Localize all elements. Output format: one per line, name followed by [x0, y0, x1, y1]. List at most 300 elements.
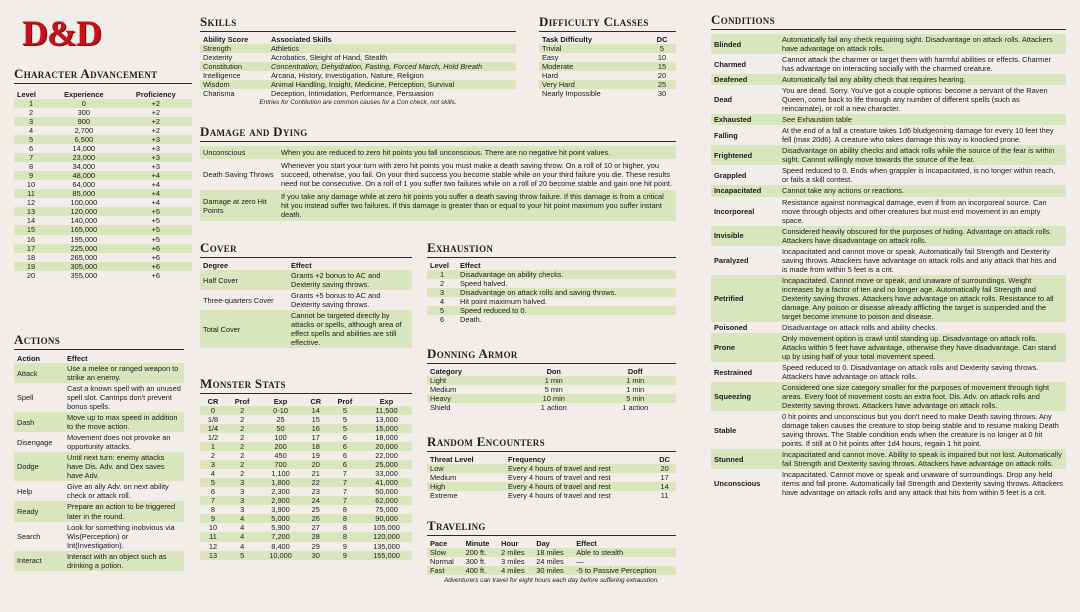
action-row [14, 452, 184, 481]
exhaustion-row [427, 279, 676, 288]
col-header: Effect [576, 539, 597, 548]
exhaustion-effect: Disadvantage on ability checks. [457, 270, 676, 279]
action-name: Interact [14, 551, 64, 571]
monster-table [200, 397, 412, 560]
monster-row [200, 415, 412, 424]
damage-description: Whenever you start your turn with zero hit points you must make a death saving throw. On a roll of 10 or higher, you succeed, otherwise, you fail. On your third success you become stable while on your third failure you die. These results need not be consecutive. On a roll of 1 you suffer two failures while on a roll of 20 become stable and gain one hit point. [281, 161, 672, 189]
travel-row [427, 557, 676, 566]
proficiency-cell: +2 [151, 108, 161, 118]
conditions-section [711, 12, 1066, 498]
prof-cell: 8 [329, 532, 361, 541]
condition-row [711, 333, 1066, 362]
col-header: Level [17, 90, 36, 99]
exhaustion-level: 1 [427, 270, 457, 279]
advancement-row [14, 108, 192, 117]
condition-row [711, 226, 1066, 246]
ability-score: Wisdom [200, 80, 268, 89]
condition-row [711, 74, 1066, 85]
exhaustion-table [427, 261, 676, 324]
condition-effect: 0 hit points and unconscious but you don't need to make Death saving throws. Any damage taken causes the creature to stop being stable and to resume making Death saving throws. The Stable condition ends when the creature is no longer at 0 hit points. If still at 0 hit points after 1d4 hours, regain 1 hit point. [782, 412, 1059, 449]
action-name: Help [17, 486, 33, 496]
pace-effect: Able to stealth [573, 548, 676, 557]
damage-section [200, 124, 676, 221]
task-difficulty: Easy [542, 53, 559, 63]
proficiency-cell: +2 [120, 99, 192, 108]
action-name: Dash [14, 412, 64, 432]
exhaustion-row [427, 315, 676, 324]
col-header: Experience [64, 90, 104, 99]
exp-cell: 8,400 [271, 541, 290, 551]
action-effect: Use a melee or ranged weapon to strike an enemy. [64, 363, 184, 383]
per-day: 18 miles [533, 548, 573, 557]
advancement-row [14, 153, 192, 162]
cr-cell: 8 [210, 505, 216, 515]
condition-name: Exhausted [711, 114, 779, 125]
per-minute: 300 ft. [465, 557, 487, 567]
task-difficulty: Nearly Impossible [542, 89, 601, 99]
prof-cell: 7 [329, 478, 361, 487]
cr-cell: 22 [303, 478, 329, 487]
cr-cell: 16 [303, 424, 329, 433]
exhaustion-level: 6 [439, 315, 445, 325]
skill-row [200, 80, 516, 89]
action-row [14, 432, 184, 452]
action-effect: Movement does not provoke an opportunity attacks. [67, 433, 171, 452]
prof-cell: 8 [329, 514, 361, 523]
exp-cell: 41,000 [361, 478, 412, 487]
col-header: Degree [203, 261, 229, 270]
armor-category: Shield [430, 403, 451, 413]
condition-effect: Speed reduced to 0. Ends when grappler is incapacitated, is no longer within reach, or fails a skill contest. [782, 166, 1056, 185]
condition-effect: Automatically fail any ability check that requires hearing. [779, 74, 1066, 85]
task-difficulty: Very Hard [539, 80, 648, 89]
cr-cell: 1/4 [200, 424, 226, 433]
col-header: Doff [627, 367, 643, 376]
level-cell: 17 [14, 244, 48, 253]
level-cell: 2 [28, 108, 34, 118]
cover-effect: Grants +5 bonus to AC and Dexterity saving throws. [291, 291, 381, 310]
col-header: Pace [430, 539, 448, 548]
col-header: Category [430, 367, 463, 376]
associated-skills: Deception, Intimidation, Performance, Persuasion [271, 89, 434, 99]
exp-cell: 90,000 [361, 514, 412, 523]
prof-cell: 5 [329, 406, 361, 415]
advancement-row [14, 244, 192, 253]
frequency: Every 4 hours of travel and rest [508, 491, 611, 501]
monster-row [200, 496, 412, 505]
monster-row [200, 523, 412, 532]
experience-cell: 2,700 [74, 126, 94, 136]
conditions-table [711, 34, 1066, 498]
prof-cell: 2 [226, 424, 258, 433]
pace-effect: -5 to Passive Perception [573, 566, 676, 575]
condition-name: Deafened [711, 74, 779, 85]
prof-cell: 9 [329, 551, 361, 560]
experience-cell: 34,000 [72, 162, 96, 172]
col-header: CR [310, 397, 322, 406]
threat-level: Low [427, 464, 505, 473]
experience-cell: 300 [77, 108, 90, 118]
associated-skills: Concentration, Dehydration, Fasting, Forced March, Hold Breath [268, 62, 516, 71]
dc-row [539, 89, 676, 98]
cr-cell: 4 [210, 469, 216, 479]
per-minute: 200 ft. [463, 548, 499, 557]
exp-cell: 15,000 [361, 424, 412, 433]
per-hour: 2 miles [498, 548, 533, 557]
col-header: Task Difficulty [542, 35, 592, 44]
monster-row [200, 460, 412, 469]
prof-cell: 3 [226, 496, 258, 505]
level-cell: 13 [14, 207, 48, 216]
level-cell: 12 [26, 198, 36, 208]
experience-cell: 265,000 [70, 252, 98, 262]
armor-title: Donning Armor [427, 346, 676, 364]
exhaustion-effect: Speed reduced to 0. [457, 306, 676, 315]
cr-cell: 26 [303, 514, 329, 523]
condition-effect: Incapacitated. Cannot move or speak and unaware of surroundings. Drop any held items and fall prone. Automatically fail Strength and Dexterity saving throws. Attackers have advantage on attack rolls and any attack that hits from within 5 feet is a crit. [782, 470, 1063, 498]
per-hour: 4 miles [498, 566, 533, 575]
experience-cell: 14,000 [72, 144, 96, 154]
action-name: Disengage [17, 437, 53, 447]
advancement-row [14, 135, 192, 144]
condition-row [711, 411, 1066, 449]
encounters-table [427, 455, 676, 500]
col-header: DC [659, 455, 670, 464]
encounter-row [427, 482, 676, 491]
prof-cell: 3 [226, 478, 258, 487]
armor-don: 10 min [513, 394, 595, 403]
advancement-row [14, 216, 192, 225]
prof-cell: 2 [226, 442, 258, 451]
cr-cell: 19 [311, 451, 320, 461]
threat-level: High [427, 482, 505, 491]
condition-name: Frightened [711, 145, 779, 165]
encounter-dc: 17 [660, 473, 669, 483]
monster-row [200, 424, 412, 433]
level-cell: 8 [28, 162, 34, 172]
condition-row [711, 125, 1066, 145]
experience-cell: 140,000 [70, 216, 98, 226]
action-name: Dodge [14, 452, 64, 481]
level-cell: 4 [28, 126, 34, 136]
condition-effect: Incapacitated and cannot move or speak. Automatically fail Strength and Dexterity saving throws. Attackers have advantage on attack rolls and any attack that hits and is made from within 5 feet is a crit. [782, 246, 1057, 274]
per-day: 24 miles [536, 557, 564, 567]
condition-effect: Disadvantage on ability checks and attack rolls while the source of the fear is within sight. Cannot willingly move towards the source of the fear. [779, 145, 1066, 165]
pace: Normal [430, 557, 454, 567]
associated-skills: Athletics [268, 44, 516, 53]
prof-cell: 7 [342, 487, 347, 497]
exp-cell: 105,000 [373, 523, 400, 533]
proficiency-cell: +4 [120, 189, 192, 198]
associated-skills: Acrobatics, Sleight of Hand, Stealth [271, 53, 388, 63]
advancement-title: Character Advancement [14, 66, 192, 84]
travel-row [427, 566, 676, 575]
cr-cell: 23 [311, 487, 320, 497]
action-name: Attack [14, 363, 64, 383]
armor-category: Light [427, 376, 513, 385]
condition-name: Paralyzed [714, 255, 749, 265]
condition-name: Falling [714, 130, 738, 140]
advancement-row [14, 126, 192, 135]
exhaustion-effect: Disadvantage on attack rolls and saving throws. [457, 288, 676, 297]
dc-row [539, 80, 676, 89]
proficiency-cell: +6 [120, 244, 192, 253]
prof-cell: 2 [240, 451, 245, 461]
skills-section [200, 14, 516, 106]
cr-cell: 1 [200, 442, 226, 451]
col-header: Action [17, 354, 40, 363]
level-cell: 9 [14, 171, 48, 180]
prof-cell: 2 [226, 460, 258, 469]
condition-effect: Incapacitated and cannot move. Ability to speak is impaired but not lost. Automatically fail Strength and Dexterity saving throws. Attackers have advantage on attack rolls. [779, 449, 1066, 469]
actions-section [14, 332, 184, 571]
cr-cell: 18 [303, 442, 329, 451]
col-header: Associated Skills [271, 35, 332, 44]
dc-value: 15 [648, 62, 676, 71]
monster-rows [200, 406, 412, 560]
exp-cell: 100 [274, 433, 287, 443]
dc-value: 30 [657, 89, 667, 99]
cover-rows [200, 270, 412, 348]
exhaustion-row [427, 270, 676, 279]
cr-cell: 28 [303, 532, 329, 541]
prof-cell: 2 [240, 469, 245, 479]
condition-name: Incorporeal [714, 206, 755, 216]
action-effect: Cast a known spell with an unused spell slot. Cantrips don't prevent bonus spells. [67, 384, 181, 412]
armor-don: 1 action [540, 403, 567, 413]
prof-cell: 3 [240, 487, 245, 497]
exhaustion-row [427, 306, 676, 315]
condition-row [711, 54, 1066, 74]
monster-row [200, 406, 412, 415]
level-cell: 6 [28, 144, 34, 154]
proficiency-cell: +5 [120, 207, 192, 216]
exp-cell: 3,900 [271, 505, 290, 515]
cover-effect: Cannot be targeted directly by attacks or spells, although area of effect spells and abilities are still effective. [288, 310, 412, 348]
advancement-row [14, 144, 192, 153]
exhaustion-level: 5 [427, 306, 457, 315]
ability-score: Charisma [203, 89, 235, 99]
exp-cell: 20,000 [361, 442, 412, 451]
damage-label: Damage at zero Hit Points [200, 190, 278, 221]
prof-cell: 2 [240, 415, 245, 425]
condition-effect: Incapacitated. Cannot move or speak, and unaware of surroundings. Weight increases by a factor of ten and no longer age. Automatically fail Strength and Dexterity saving throws. Attackers have advantage on attack rolls. Resistance to all damage. Any poison or disease already afflicting the target is suspended and the target become immune to poison and disease. [779, 275, 1066, 322]
advancement-row [14, 271, 192, 280]
condition-row [711, 275, 1066, 322]
proficiency-cell: +2 [151, 126, 161, 136]
cover-title: Cover [200, 240, 412, 258]
traveling-table [427, 539, 676, 575]
exp-cell: 18,000 [375, 433, 398, 443]
damage-label: Unconscious [200, 146, 278, 159]
travel-row [427, 548, 676, 557]
cr-cell: 3 [200, 460, 226, 469]
action-row [14, 522, 184, 551]
monster-row [200, 487, 412, 496]
prof-cell: 5 [226, 551, 258, 560]
condition-row [711, 322, 1066, 333]
cr-cell: 9 [200, 514, 226, 523]
exhaustion-row [427, 288, 676, 297]
skill-row [200, 44, 516, 53]
condition-effect: Considered one size category smaller for the purposes of movement through tight areas. Every foot of movement costs an extra foot. Dis. Adv. on attack rolls and Dexterity saving throws. Attackers have advantage on attack rolls. [779, 382, 1066, 411]
proficiency-cell: +5 [151, 216, 161, 226]
actions-rows [14, 363, 184, 571]
cover-section [200, 240, 412, 348]
exhaustion-effect: Hit point maximum halved. [460, 297, 548, 307]
col-header: Exp [273, 397, 288, 406]
condition-name: Dead [714, 95, 733, 105]
action-name: Spell [17, 393, 34, 403]
damage-rows [200, 146, 676, 221]
condition-name: Grappled [714, 170, 747, 180]
level-cell: 10 [26, 180, 36, 190]
col-header: Hour [501, 539, 519, 548]
action-effect: Until next turn: enemy attacks have Dis. Adv. and Dex saves have Adv. [64, 452, 184, 481]
level-cell: 7 [14, 153, 48, 162]
action-row [14, 412, 184, 432]
cr-cell: 12 [208, 541, 218, 551]
ability-score: Strength [200, 44, 268, 53]
cover-table [200, 261, 412, 348]
level-cell: 18 [26, 252, 36, 262]
exhaustion-level: 2 [439, 279, 445, 289]
exp-cell: 33,000 [375, 469, 398, 479]
exp-cell: 25 [276, 415, 285, 425]
monster-row [200, 433, 412, 442]
experience-cell: 0 [48, 99, 120, 108]
condition-row [711, 165, 1066, 185]
col-header: Threat Level [430, 455, 474, 464]
exp-cell: 2,900 [258, 496, 302, 505]
encounter-dc: 14 [653, 482, 676, 491]
actions-title: Actions [14, 332, 184, 350]
armor-doff: 5 min [595, 394, 677, 403]
col-header: Ability Score [203, 35, 249, 44]
action-row [14, 551, 184, 571]
dc-rows [539, 44, 676, 98]
advancement-table [14, 90, 192, 280]
prof-cell: 5 [329, 424, 361, 433]
level-cell: 20 [26, 270, 36, 280]
cr-cell: 27 [311, 523, 320, 533]
condition-name: Squeezing [711, 382, 779, 411]
cr-cell: 11 [200, 532, 226, 541]
condition-row [711, 362, 1066, 382]
armor-doff: 1 action [622, 403, 649, 413]
task-difficulty: Hard [542, 71, 559, 81]
traveling-section [427, 518, 676, 584]
pace: Fast [427, 566, 463, 575]
advancement-rows [14, 99, 192, 280]
armor-section [427, 346, 676, 412]
level-cell: 16 [26, 234, 36, 244]
cr-cell: 15 [311, 415, 320, 425]
action-name: Ready [14, 501, 64, 521]
skill-row [200, 89, 516, 98]
col-header: Level [430, 261, 449, 270]
col-header: Effect [67, 354, 88, 363]
cr-cell: 21 [311, 469, 320, 479]
cr-cell: 14 [303, 406, 329, 415]
dc-table [539, 35, 676, 98]
cover-degree: Total Cover [200, 310, 288, 348]
cr-cell: 2 [210, 451, 216, 461]
prof-cell: 8 [342, 505, 347, 515]
proficiency-cell: +2 [120, 117, 192, 126]
col-header: Exp [379, 397, 394, 406]
monster-row [200, 505, 412, 514]
condition-name: Invisible [711, 226, 779, 246]
condition-row [711, 185, 1066, 196]
experience-cell: 195,000 [70, 234, 98, 244]
condition-name: Stable [714, 425, 737, 435]
traveling-rows [427, 548, 676, 575]
action-effect: Give an ally Adv. on next ability check or attack roll. [67, 482, 169, 501]
armor-table [427, 367, 676, 412]
armor-category: Medium [430, 385, 457, 395]
dc-title: Difficulty Classes [539, 14, 676, 32]
damage-description: When you are reduced to zero hit points you fall unconscious. There are no negative hit point values. [278, 146, 676, 159]
condition-effect: Disadvantage on attack rolls and ability checks. [782, 322, 938, 332]
action-row [14, 363, 184, 383]
condition-effect: Automatically fail any check requiring sight. Disadvantage on attack rolls. Attackers have advantage on attack rolls. [779, 34, 1066, 54]
advancement-row [14, 225, 192, 234]
condition-row [711, 34, 1066, 54]
level-cell: 14 [26, 216, 36, 226]
skill-row [200, 62, 516, 71]
encounter-row [427, 491, 676, 500]
condition-effect: Speed reduced to 0. Disadvantage on attack rolls and Dexterity saving throws. Attackers have advantage on attack rolls. [782, 363, 1039, 382]
cr-cell: 20 [303, 460, 329, 469]
armor-row [427, 403, 676, 412]
cr-cell: 29 [311, 541, 320, 551]
exp-cell: 62,000 [361, 496, 412, 505]
damage-row [200, 190, 676, 221]
exp-cell: 50,000 [375, 487, 398, 497]
dc-value: 5 [648, 44, 676, 53]
experience-cell: 23,000 [48, 153, 120, 162]
col-header: Minute [465, 539, 490, 548]
prof-cell: 4 [226, 532, 258, 541]
prof-cell: 7 [342, 469, 347, 479]
per-minute: 400 ft. [463, 566, 499, 575]
actions-table [14, 354, 184, 571]
exp-cell: 450 [274, 451, 287, 461]
damage-description: If you take any damage while at zero hit points you suffer a death saving throw failure. If this damage is from a critical hit you instead suffer two failures. If this damage is greater than or equal to your hit point maximum you suffer instant death. [278, 190, 676, 221]
cr-cell: 24 [303, 496, 329, 505]
prof-cell: 6 [329, 460, 361, 469]
advancement-row [14, 253, 192, 262]
armor-don: 1 min [513, 376, 595, 385]
level-cell: 3 [14, 117, 48, 126]
prof-cell: 6 [342, 433, 347, 443]
prof-cell: 4 [240, 541, 245, 551]
condition-row [711, 469, 1066, 498]
armor-row [427, 394, 676, 403]
action-row [14, 481, 184, 501]
exp-cell: 0-10 [258, 406, 302, 415]
cr-cell: 6 [210, 487, 216, 497]
advancement-row [14, 180, 192, 189]
condition-name: Stunned [711, 449, 779, 469]
cr-cell: 5 [200, 478, 226, 487]
action-name: Search [17, 531, 41, 541]
conditions-title: Conditions [711, 12, 1066, 30]
col-header: Prof [234, 397, 250, 406]
condition-name: Blinded [711, 34, 779, 54]
dc-value: 10 [657, 53, 667, 63]
